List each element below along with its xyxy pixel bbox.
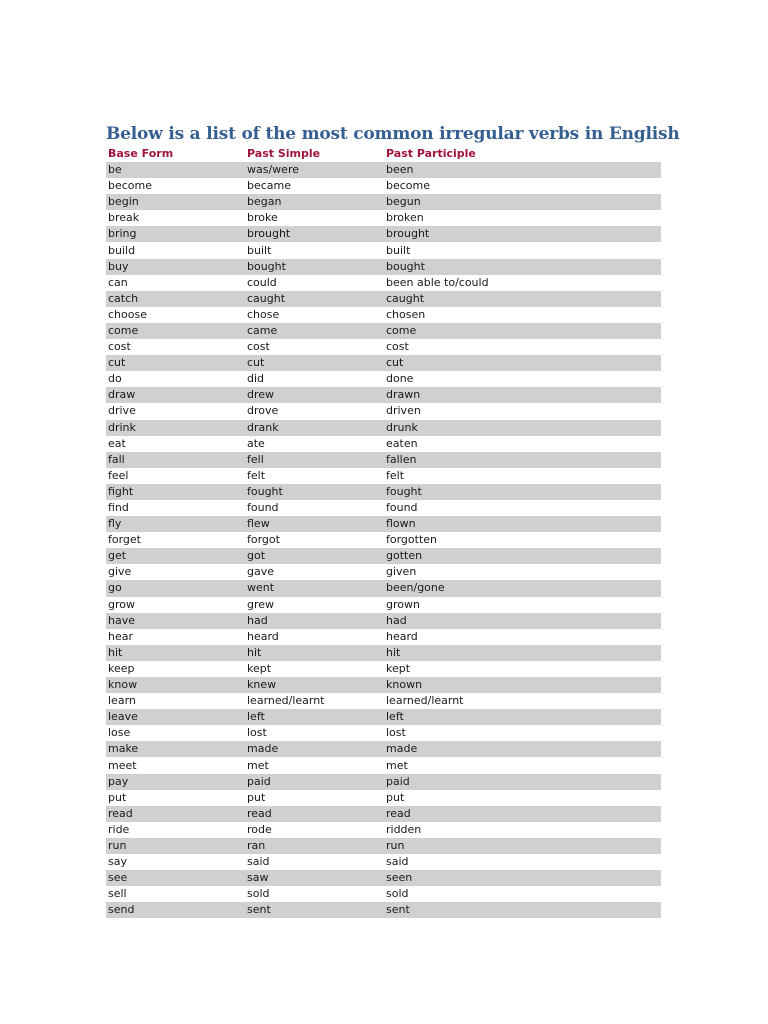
base-form-cell: break — [108, 211, 140, 225]
base-form-cell: cut — [106, 355, 245, 371]
page-title: Below is a list of the most common irregular verbs in English — [106, 124, 680, 144]
past-participle-cell: gotten — [384, 548, 661, 564]
past-simple-cell: went — [245, 580, 384, 596]
past-simple-cell: cut — [245, 355, 384, 371]
past-participle-cell: done — [386, 372, 414, 386]
past-simple-cell: put — [247, 790, 266, 804]
past-participle-cell: built — [386, 243, 411, 257]
base-form-cell: buy — [106, 259, 245, 275]
table-row — [106, 468, 661, 484]
base-form-cell: bring — [106, 226, 245, 242]
past-participle-cell: heard — [386, 629, 418, 643]
table-row — [106, 645, 661, 661]
base-form-cell: pay — [106, 774, 245, 790]
past-simple-cell: paid — [245, 774, 384, 790]
past-simple-cell: grew — [247, 597, 275, 611]
table-header-row — [106, 146, 661, 162]
base-form-cell: give — [108, 565, 132, 579]
past-simple-cell: broke — [247, 211, 278, 225]
base-form-cell: eat — [108, 436, 126, 450]
past-simple-cell: built — [247, 243, 272, 257]
past-participle-cell: drawn — [384, 387, 661, 403]
past-participle-cell: known — [384, 677, 661, 693]
past-simple-cell: had — [245, 613, 384, 629]
past-participle-cell: had — [384, 613, 661, 629]
table-row — [106, 613, 661, 629]
past-participle-cell: grown — [386, 597, 420, 611]
past-participle-cell: begun — [384, 194, 661, 210]
table-row — [106, 291, 661, 307]
past-simple-cell: began — [245, 194, 384, 210]
past-participle-cell: been — [384, 162, 661, 178]
past-participle-cell: given — [386, 565, 417, 579]
past-participle-cell: fallen — [384, 452, 661, 468]
past-participle-cell: ridden — [386, 822, 422, 836]
past-participle-cell: come — [384, 323, 661, 339]
past-simple-cell: ate — [247, 436, 265, 450]
past-simple-cell: fell — [245, 452, 384, 468]
base-form-cell: keep — [108, 661, 135, 675]
table-row — [106, 275, 661, 291]
base-form-cell: drive — [108, 404, 136, 418]
table-row — [106, 580, 661, 596]
past-simple-cell: fought — [245, 484, 384, 500]
past-simple-cell: drank — [245, 420, 384, 436]
table-row — [106, 774, 661, 790]
base-form-cell: ride — [108, 822, 130, 836]
table-row — [106, 339, 661, 355]
base-form-cell: forget — [108, 533, 141, 547]
table-row — [106, 452, 661, 468]
past-simple-cell: sold — [247, 887, 270, 901]
past-participle-cell: learned/learnt — [386, 694, 464, 708]
base-form-cell: see — [106, 870, 245, 886]
past-simple-cell: found — [247, 501, 279, 515]
past-simple-cell: chose — [247, 307, 280, 321]
past-participle-cell: fought — [384, 484, 661, 500]
past-simple-cell: made — [245, 741, 384, 757]
table-row — [106, 436, 661, 452]
past-participle-cell: made — [384, 741, 661, 757]
past-simple-cell: bought — [245, 259, 384, 275]
past-participle-cell: felt — [386, 468, 405, 482]
base-form-cell: grow — [108, 597, 135, 611]
past-simple-cell: forgot — [247, 533, 280, 547]
base-form-cell: have — [106, 613, 245, 629]
table-row — [106, 178, 661, 194]
base-form-cell: catch — [106, 291, 245, 307]
past-simple-cell: got — [245, 548, 384, 564]
base-form-cell: meet — [108, 758, 137, 772]
base-form-cell: learn — [108, 694, 136, 708]
table-row — [106, 403, 661, 419]
past-simple-cell: hit — [245, 645, 384, 661]
table-row — [106, 629, 661, 645]
past-simple-cell: saw — [245, 870, 384, 886]
past-simple-cell: drew — [245, 387, 384, 403]
header-base-form: Base Form — [108, 147, 174, 160]
past-simple-cell: flew — [245, 516, 384, 532]
past-participle-cell: eaten — [386, 436, 418, 450]
header-past-participle: Past Participle — [386, 147, 476, 160]
base-form-cell: hear — [108, 629, 134, 643]
past-participle-cell: cut — [384, 355, 661, 371]
base-form-cell: cost — [108, 340, 131, 354]
table-row — [106, 516, 661, 532]
past-participle-cell: flown — [384, 516, 661, 532]
table-row — [106, 597, 661, 613]
table-row — [106, 902, 661, 918]
past-participle-cell: bought — [384, 259, 661, 275]
past-participle-cell: kept — [386, 661, 411, 675]
past-simple-cell: knew — [245, 677, 384, 693]
table-row — [106, 194, 661, 210]
base-form-cell: choose — [108, 307, 147, 321]
past-simple-cell: lost — [247, 726, 267, 740]
past-participle-cell: cost — [386, 340, 409, 354]
table-row — [106, 806, 661, 822]
past-simple-cell: met — [247, 758, 269, 772]
past-participle-cell: lost — [386, 726, 406, 740]
past-simple-cell: left — [245, 709, 384, 725]
table-row — [106, 210, 661, 226]
base-form-cell: fall — [106, 452, 245, 468]
base-form-cell: hit — [106, 645, 245, 661]
past-simple-cell: came — [245, 323, 384, 339]
table-body — [106, 162, 661, 918]
table-row — [106, 371, 661, 387]
past-participle-cell: driven — [386, 404, 421, 418]
table-row — [106, 259, 661, 275]
past-participle-cell: sent — [384, 902, 661, 918]
table-row — [106, 838, 661, 854]
base-form-cell: find — [108, 501, 129, 515]
table-row — [106, 355, 661, 371]
past-participle-cell: brought — [384, 226, 661, 242]
irregular-verbs-table — [106, 146, 661, 918]
table-row — [106, 757, 661, 773]
table-row — [106, 870, 661, 886]
base-form-cell: be — [106, 162, 245, 178]
table-row — [106, 564, 661, 580]
base-form-cell: know — [106, 677, 245, 693]
table-row — [106, 500, 661, 516]
base-form-cell: put — [108, 790, 127, 804]
past-simple-cell: heard — [247, 629, 279, 643]
table-row — [106, 484, 661, 500]
base-form-cell: send — [106, 902, 245, 918]
past-participle-cell: sold — [386, 887, 409, 901]
table-row — [106, 242, 661, 258]
past-participle-cell: drunk — [384, 420, 661, 436]
table-row — [106, 323, 661, 339]
past-simple-cell: kept — [247, 661, 272, 675]
past-participle-cell: seen — [384, 870, 661, 886]
table-row — [106, 790, 661, 806]
base-form-cell: run — [106, 838, 245, 854]
past-simple-cell: became — [247, 179, 292, 193]
base-form-cell: draw — [106, 387, 245, 403]
past-participle-cell: been able to/could — [386, 275, 489, 289]
base-form-cell: become — [108, 179, 153, 193]
past-participle-cell: forgotten — [386, 533, 438, 547]
header-past-simple: Past Simple — [247, 147, 321, 160]
table-row — [106, 725, 661, 741]
table-row — [106, 420, 661, 436]
table-row — [106, 661, 661, 677]
base-form-cell: drink — [106, 420, 245, 436]
table-row — [106, 226, 661, 242]
table-row — [106, 548, 661, 564]
past-participle-cell: caught — [384, 291, 661, 307]
table-row — [106, 741, 661, 757]
past-participle-cell: become — [386, 179, 431, 193]
base-form-cell: come — [106, 323, 245, 339]
past-participle-cell: hit — [384, 645, 661, 661]
base-form-cell: say — [108, 855, 127, 869]
base-form-cell: fly — [106, 516, 245, 532]
past-simple-cell: ran — [245, 838, 384, 854]
table-row — [106, 709, 661, 725]
base-form-cell: sell — [108, 887, 127, 901]
past-simple-cell: rode — [247, 822, 272, 836]
past-simple-cell: gave — [247, 565, 275, 579]
table-row — [106, 532, 661, 548]
base-form-cell: do — [108, 372, 122, 386]
base-form-cell: fight — [106, 484, 245, 500]
past-simple-cell: brought — [245, 226, 384, 242]
table-row — [106, 822, 661, 838]
table-row — [106, 693, 661, 709]
past-simple-cell: could — [247, 275, 277, 289]
past-participle-cell: said — [386, 855, 409, 869]
document-page — [106, 122, 680, 918]
past-participle-cell: left — [384, 709, 661, 725]
past-simple-cell: felt — [247, 468, 266, 482]
table-row — [106, 307, 661, 323]
past-participle-cell: met — [386, 758, 408, 772]
past-simple-cell: read — [245, 806, 384, 822]
past-simple-cell: sent — [245, 902, 384, 918]
past-participle-cell: paid — [384, 774, 661, 790]
past-participle-cell: chosen — [386, 307, 426, 321]
base-form-cell: build — [108, 243, 136, 257]
base-form-cell: feel — [108, 468, 129, 482]
base-form-cell: go — [106, 580, 245, 596]
past-participle-cell: been/gone — [384, 580, 661, 596]
past-participle-cell: run — [384, 838, 661, 854]
past-simple-cell: said — [247, 855, 270, 869]
past-simple-cell: did — [247, 372, 265, 386]
base-form-cell: begin — [106, 194, 245, 210]
base-form-cell: read — [106, 806, 245, 822]
past-participle-cell: found — [386, 501, 418, 515]
base-form-cell: can — [108, 275, 128, 289]
past-participle-cell: broken — [386, 211, 424, 225]
past-participle-cell: read — [384, 806, 661, 822]
past-simple-cell: drove — [247, 404, 279, 418]
base-form-cell: lose — [108, 726, 131, 740]
base-form-cell: get — [106, 548, 245, 564]
base-form-cell: leave — [106, 709, 245, 725]
past-simple-cell: caught — [245, 291, 384, 307]
past-simple-cell: learned/learnt — [247, 694, 325, 708]
past-simple-cell: cost — [247, 340, 270, 354]
past-participle-cell: put — [386, 790, 405, 804]
table-row — [106, 677, 661, 693]
table-row — [106, 387, 661, 403]
table-row — [106, 854, 661, 870]
table-row — [106, 886, 661, 902]
base-form-cell: make — [106, 741, 245, 757]
past-simple-cell: was/were — [245, 162, 384, 178]
table-row — [106, 162, 661, 178]
